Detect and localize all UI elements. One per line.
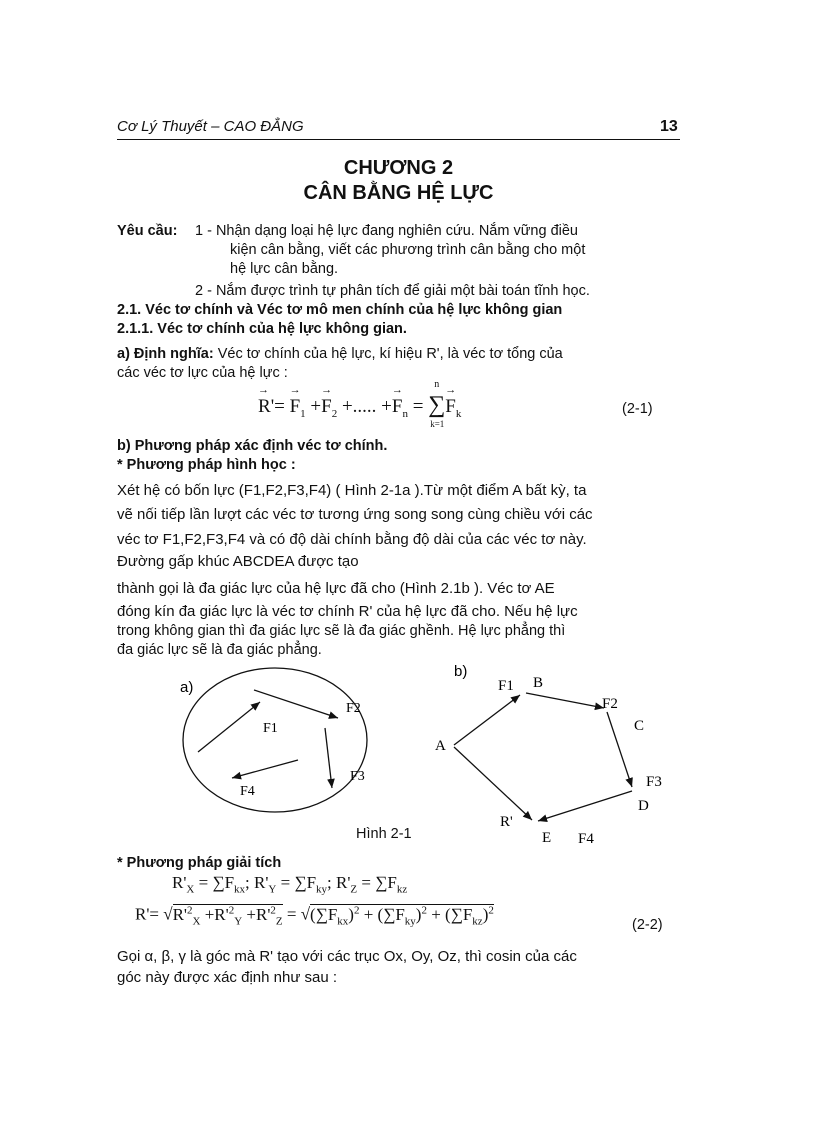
force-f3-arrow: [325, 728, 332, 788]
after-text-line-2: góc này được xác định như sau :: [117, 969, 338, 986]
definition-label: a) Định nghĩa:: [117, 346, 214, 362]
force-f4-arrow: [232, 760, 298, 778]
equation-components: $R'_X = \sum F_{kx}$; $R'_Y = \sum F_{ky}$; $R'_Z = \sum F_{kz}$: [172, 873, 408, 896]
label-a-f4: F4: [240, 784, 255, 799]
figure-label-a: a): [180, 679, 194, 696]
point-c: C: [634, 718, 645, 734]
force-f1-arrow: [198, 702, 260, 752]
running-header: Cơ Lý Thuyết – CAO ĐẲNG: [117, 118, 304, 135]
force-system-ellipse: [183, 668, 367, 812]
label-b-f1: F1: [498, 678, 514, 694]
section-2-1-1-heading: 2.1.1. Véc tơ chính của hệ lực không gian.: [117, 321, 407, 337]
geometric-line-2: vẽ nối tiếp lần lượt các véc tơ tương ứng song song cùng chiều với các: [117, 506, 593, 523]
requirement-1-line-2: kiện cân bằng, viết các phương trình cân bằng cho một: [230, 242, 586, 258]
point-b: B: [533, 675, 544, 691]
polygon-resultant: [454, 747, 532, 820]
after-text-line-1: Gọi α, β, γ là góc mà R' tạo với các trục Ox, Oy, Oz, thì cosin của các: [117, 948, 577, 965]
geometric-line-7: trong không gian thì đa giác lực sẽ là đa giác ghềnh. Hệ lực phẳng thì: [117, 623, 566, 639]
figure-2-1: [170, 660, 690, 860]
requirement-1-line-3: hệ lực cân bằng.: [230, 261, 339, 277]
section-2-1-heading: 2.1. Véc tơ chính và Véc tơ mô men chính của hệ lực không gian: [117, 302, 563, 318]
equation-2-1-number: (2-1): [622, 401, 653, 417]
requirement-2: 2 - Nắm được trình tự phân tích để giải một bài toán tĩnh học.: [195, 283, 590, 299]
polygon-f4: [538, 791, 632, 821]
geometric-line-1: Xét hệ có bốn lực (F1,F2,F3,F4) ( Hình 2-1a ).Từ một điểm A bất kỳ, ta: [117, 482, 587, 499]
geometric-method-heading: * Phương pháp hình học :: [117, 457, 296, 473]
header-rule: [117, 139, 680, 140]
definition-line-2: các véc tơ lực của hệ lực :: [117, 365, 288, 381]
polygon-f2: [526, 693, 604, 708]
figure-label-b: b): [454, 663, 468, 680]
equation-2-2: $R'= √R'^2_X +R'^2_Y +R'^2_Z = √(\sum F_{kx})^2 + (\sum F_{ky})^2 + (\sum F_{kz})^2$: [135, 904, 494, 928]
equation-2-1: → $R'= \to F_1 +\to F_2$ +..... +→ $F_n$ = ∑ n k=1 → $F_k$: [258, 392, 461, 420]
geometric-line-5: thành gọi là đa giác lực của hệ lực đã cho (Hình 2.1b ). Véc tơ AE: [117, 580, 555, 597]
geometric-line-4: Đường gấp khúc ABCDEA được tạo: [117, 553, 359, 570]
polygon-f1: [454, 695, 520, 745]
geometric-line-6: đóng kín đa giác lực là véc tơ chính R' của hệ lực đã cho. Nếu hệ lực: [117, 603, 578, 620]
label-a-f1: F1: [263, 721, 278, 736]
label-b-f3: F3: [646, 774, 662, 790]
point-d: D: [638, 798, 649, 814]
requirement-1-line-1: 1 - Nhận dạng loại hệ lực đang nghiên cứu. Nắm vững điều: [195, 223, 578, 239]
polygon-f3: [607, 712, 632, 787]
definition-line-1: [117, 345, 563, 364]
page-number: 13: [660, 118, 678, 135]
chapter-title: CÂN BẰNG HỆ LỰC: [303, 182, 494, 204]
point-e: E: [542, 830, 552, 846]
point-a: A: [435, 738, 446, 754]
figure-caption: Hình 2-1: [356, 826, 412, 842]
definition-text-1: Véc tơ chính của hệ lực, kí hiệu R', là véc tơ tổng của: [217, 346, 563, 362]
analytic-method-heading: * Phương pháp giải tích: [117, 855, 282, 871]
method-heading: b) Phương pháp xác định véc tơ chính.: [117, 438, 388, 454]
label-b-f4: F4: [578, 831, 594, 847]
chapter-number: CHƯƠNG 2: [343, 157, 454, 179]
geometric-line-3: véc tơ F1,F2,F3,F4 và có độ dài chính bằng độ dài của các véc tơ này.: [117, 531, 587, 548]
label-a-f3: F3: [350, 769, 365, 784]
equation-2-2-number: (2-2): [632, 917, 663, 933]
label-a-f2: F2: [346, 701, 361, 716]
label-b-f2: F2: [602, 696, 618, 712]
geometric-line-8: đa giác lực sẽ là đa giác phẳng.: [117, 642, 322, 658]
requirements-label: Yêu cầu:: [117, 223, 178, 239]
force-f2-arrow: [254, 690, 338, 718]
label-b-resultant: R': [500, 814, 513, 830]
